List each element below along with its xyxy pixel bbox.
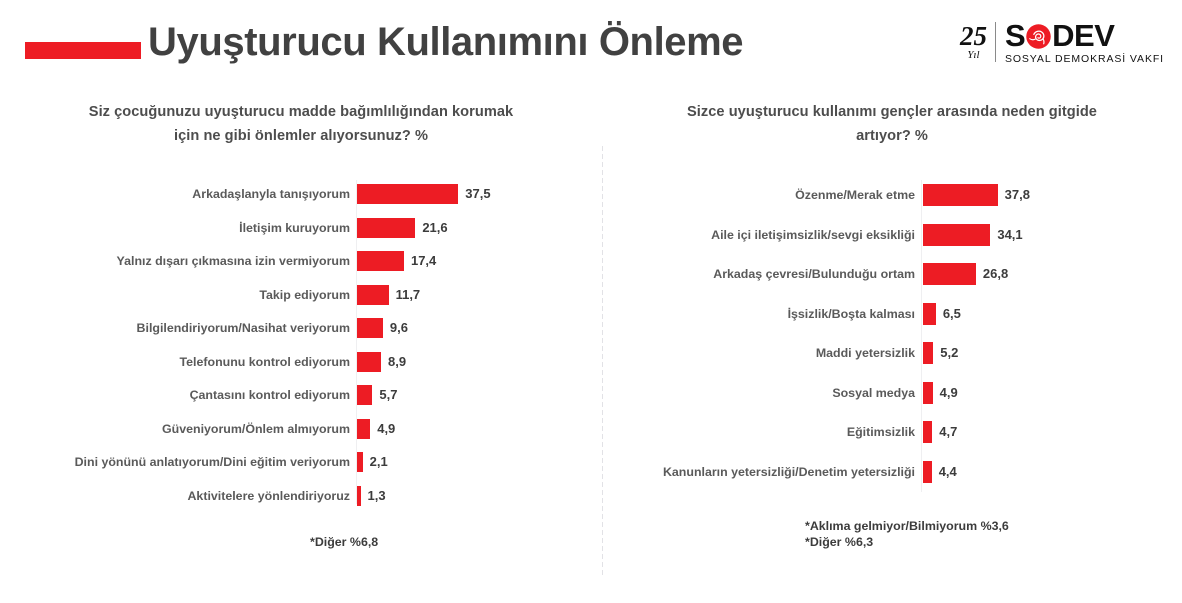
panel-left bbox=[0, 94, 602, 584]
bar-value-label: 4,9 bbox=[939, 384, 958, 400]
panel-right-title-line1: Sizce uyuşturucu kullanımı gençler arasında neden gitgide bbox=[687, 104, 1097, 120]
bar-value-label: 6,5 bbox=[942, 305, 961, 321]
panel-right bbox=[602, 94, 1182, 584]
bar-row bbox=[602, 382, 1182, 404]
bar-category-label: Arkadaş çevresi/Bulunduğu ortam bbox=[713, 267, 915, 281]
rose-icon bbox=[1025, 23, 1052, 50]
bar-row bbox=[0, 218, 602, 238]
bar-row bbox=[0, 184, 602, 204]
bar-row bbox=[0, 452, 602, 472]
bar bbox=[357, 285, 389, 305]
bar bbox=[357, 218, 415, 238]
bar-row bbox=[0, 486, 602, 506]
bar-value-label: 4,7 bbox=[939, 424, 958, 439]
bar bbox=[923, 382, 933, 404]
sodev-logo bbox=[960, 18, 1164, 66]
panel-right-title bbox=[602, 100, 1182, 148]
bar-row bbox=[0, 318, 602, 338]
bar-value-label: 1,3 bbox=[367, 487, 386, 503]
bar bbox=[923, 303, 936, 325]
bar-value-label: 34,1 bbox=[997, 226, 1023, 242]
bar bbox=[357, 318, 383, 338]
bar-category-label: Aile içi iletişimsizlik/sevgi eksikliği bbox=[711, 227, 915, 242]
bar bbox=[357, 419, 370, 439]
logo-brand bbox=[996, 17, 1164, 65]
bar-category-label: Aktivitelere yönlendiriyoruz bbox=[187, 488, 350, 503]
bar-category-label: Kanunların yetersizliği/Denetim yetersizliği bbox=[662, 464, 915, 479]
panel-left-title-line2: için ne gibi önlemler alıyorsunuz? % bbox=[174, 128, 428, 144]
logo-anniversary bbox=[960, 22, 996, 62]
bar bbox=[923, 184, 998, 206]
bar-row bbox=[0, 285, 602, 305]
bar-category-label: Takip ediyorum bbox=[259, 287, 350, 302]
bar-category-label: Yalnız dışarı çıkmasına izin vermiyorum bbox=[116, 254, 350, 268]
logo-brand-part1: S bbox=[1004, 17, 1026, 53]
bar-row bbox=[0, 419, 602, 439]
page-title: Uyuşturucu Kullanımını Önleme bbox=[148, 20, 744, 64]
logo-brand-word bbox=[1004, 17, 1164, 53]
bar bbox=[357, 251, 404, 271]
bar-value-label: 17,4 bbox=[410, 253, 437, 268]
bar-row bbox=[0, 352, 602, 372]
bar bbox=[357, 352, 381, 372]
bar-row bbox=[602, 461, 1182, 483]
bar-row bbox=[0, 251, 602, 271]
bar-value-label: 37,8 bbox=[1004, 187, 1030, 202]
bar bbox=[923, 224, 990, 246]
panel-left-title bbox=[0, 100, 602, 148]
bar-category-label: Özenme/Merak etme bbox=[795, 188, 915, 202]
bar-row bbox=[602, 303, 1182, 325]
bar-category-label: Dini yönünü anlatıyorum/Dini eğitim veriyorum bbox=[74, 455, 350, 469]
bar bbox=[357, 184, 458, 204]
bar-category-label: Eğitimsizlik bbox=[846, 425, 915, 439]
bar-category-label: Sosyal medya bbox=[832, 385, 915, 400]
bar-value-label: 4,4 bbox=[938, 463, 957, 479]
bar-value-label: 2,1 bbox=[369, 454, 388, 469]
bar-category-label: Bilgilendiriyorum/Nasihat veriyorum bbox=[136, 321, 350, 335]
panel-right-title-line2: artıyor? % bbox=[856, 128, 928, 144]
bar-value-label: 4,9 bbox=[377, 420, 396, 436]
page-header bbox=[0, 0, 1182, 88]
bar-category-label: İşsizlik/Boşta kalması bbox=[787, 306, 915, 321]
bar-value-label: 37,5 bbox=[465, 186, 491, 201]
bar-row bbox=[602, 184, 1182, 206]
bar-category-label: Arkadaşlanyla tanışıyorum bbox=[192, 187, 350, 201]
bar-category-label: Telefonunu kontrol ediyorum bbox=[179, 354, 350, 369]
logo-anniversary-word: Yıl bbox=[967, 48, 980, 61]
bar-row bbox=[602, 263, 1182, 285]
bar bbox=[357, 385, 372, 405]
bar-value-label: 5,7 bbox=[379, 387, 398, 402]
bar bbox=[357, 486, 361, 506]
bar-value-label: 26,8 bbox=[982, 266, 1009, 281]
logo-brand-part2: DEV bbox=[1052, 17, 1115, 53]
bar-row bbox=[602, 421, 1182, 443]
logo-tagline: SOSYAL DEMOKRASİ VAKFI bbox=[1004, 52, 1164, 65]
bar-row bbox=[602, 224, 1182, 246]
bar-row bbox=[0, 385, 602, 405]
chart-right-footnote-line2: *Diğer %6,3 bbox=[805, 535, 874, 549]
bar bbox=[923, 342, 933, 364]
panel-left-title-line1: Siz çocuğunuzu uyuşturucu madde bağımlılığından korumak bbox=[88, 104, 514, 120]
bar bbox=[923, 421, 932, 443]
bar-category-label: İletişim kuruyorum bbox=[239, 220, 350, 235]
bar-value-label: 5,2 bbox=[940, 345, 959, 360]
bar bbox=[357, 452, 363, 472]
bar-value-label: 21,6 bbox=[422, 219, 448, 235]
bar-value-label: 9,6 bbox=[389, 320, 408, 335]
chart-left-footnote: *Diğer %6,8 bbox=[310, 535, 379, 549]
chart-right-footnote-line1: *Aklıma gelmiyor/Bilmiyorum %3,6 bbox=[805, 519, 1009, 533]
chart-right-footnote bbox=[805, 518, 1009, 550]
logo-anniversary-number: 25 bbox=[959, 20, 987, 51]
bar bbox=[923, 461, 932, 483]
bar-value-label: 8,9 bbox=[388, 353, 407, 369]
bar-category-label: Maddi yetersizlik bbox=[815, 346, 915, 360]
bar-row bbox=[602, 342, 1182, 364]
bar-category-label: Çantasını kontrol ediyorum bbox=[189, 388, 350, 402]
bar bbox=[923, 263, 976, 285]
title-accent-bar bbox=[25, 42, 141, 59]
bar-value-label: 11,7 bbox=[395, 286, 421, 302]
bar-category-label: Güveniyorum/Önlem almıyorum bbox=[162, 421, 350, 436]
